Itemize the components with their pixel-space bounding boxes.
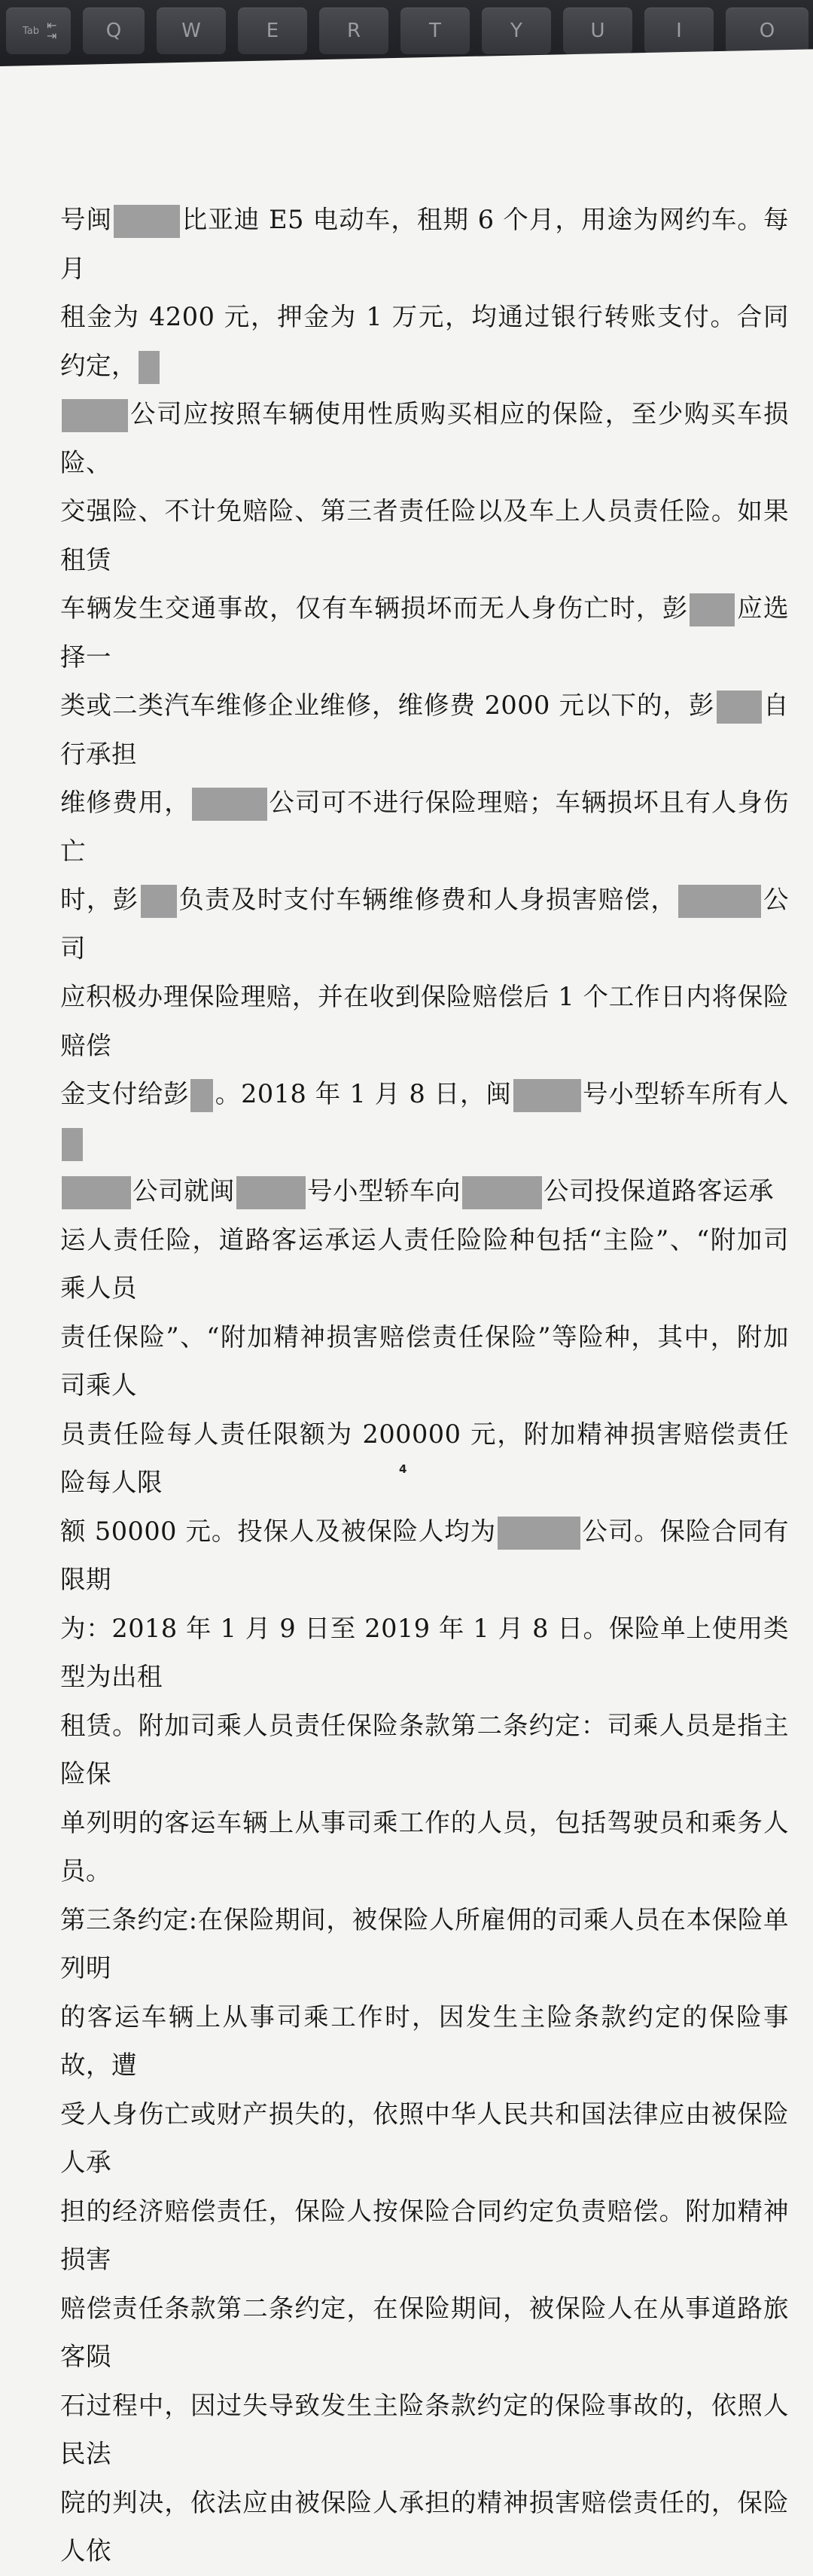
text-line xyxy=(60,196,789,293)
text-segment: 公司。保险合同有限期 xyxy=(60,1516,789,1594)
text-segment: 类或二类汽车维修企业维修，维修费 2000 元以下的，彭 xyxy=(60,690,715,720)
text-segment: 为：2018 年 1 月 9 日至 2019 年 1 月 8 日。保险单上使用类型为出租 xyxy=(60,1613,789,1691)
redaction-block xyxy=(236,1176,306,1209)
key-e xyxy=(238,8,307,54)
redaction-block xyxy=(690,593,735,626)
text-line xyxy=(60,487,789,584)
key-o xyxy=(726,8,808,54)
tab-key xyxy=(6,8,71,54)
key-o-label: O xyxy=(759,20,775,42)
text-line xyxy=(60,681,789,779)
key-y-label: Y xyxy=(510,20,522,42)
text-segment: 担的经济赔偿责任，保险人按保险合同约定负责赔偿。附加精神损害 xyxy=(60,2196,789,2274)
redaction-block xyxy=(141,885,177,918)
key-i xyxy=(644,8,714,54)
page-number: 4 xyxy=(399,1462,407,1476)
text-line xyxy=(60,1167,789,1216)
key-q xyxy=(83,8,145,54)
text-segment: 金支付给彭 xyxy=(60,1079,190,1108)
text-line xyxy=(60,2479,789,2576)
text-segment: 额 50000 元。投保人及被保险人均为 xyxy=(60,1516,496,1546)
text-segment: 的客运车辆上从事司乘工作时，因发生主险条款约定的保险事故，遭 xyxy=(60,2001,789,2080)
key-i-label: I xyxy=(676,20,682,42)
text-line xyxy=(60,1896,789,1993)
text-line xyxy=(60,584,789,681)
text-segment: 租赁。附加司乘人员责任保险条款第二条约定：司乘人员是指主险保 xyxy=(60,1710,789,1788)
text-line xyxy=(60,2382,789,2479)
text-segment: 单列明的客运车辆上从事司乘工作的人员，包括驾驶员和乘务人员。 xyxy=(60,1807,789,1886)
text-line xyxy=(60,876,789,973)
text-segment: 。2018 年 1 月 8 日，闽 xyxy=(215,1079,512,1108)
text-segment: 公司投保道路客运承 xyxy=(544,1176,774,1206)
text-segment: 公司应按照车辆使用性质购买相应的保险，至少购买车损险、 xyxy=(60,399,789,477)
redaction-block xyxy=(62,1128,83,1161)
text-segment: 应积极办理保险理赔，并在收到保险赔偿后 1 个工作日内将保险赔偿 xyxy=(60,982,789,1060)
text-segment: 交强险、不计免赔险、第三者责任险以及车上人员责任险。如果租赁 xyxy=(60,496,789,575)
text-line xyxy=(60,1216,789,1313)
text-segment: 受人身伤亡或财产损失的，依照中华人民共和国法律应由被保险人承 xyxy=(60,2099,789,2177)
key-u xyxy=(563,8,632,54)
text-segment: 号闽 xyxy=(60,205,113,234)
redaction-block xyxy=(190,1079,213,1112)
text-line xyxy=(60,1313,789,1410)
key-e-label: E xyxy=(266,20,279,42)
text-segment: 第三条约定:在保险期间，被保险人所雇佣的司乘人员在本保险单列明 xyxy=(60,1904,789,1983)
text-segment: 员责任险每人责任限额为 200000 元，附加精神损害赔偿责任险每人限 xyxy=(60,1419,789,1497)
text-line xyxy=(60,1993,789,2090)
key-y xyxy=(482,8,551,54)
text-line xyxy=(60,1070,789,1167)
key-w xyxy=(157,8,226,54)
text-line xyxy=(60,2187,789,2285)
key-t-label: T xyxy=(429,20,441,42)
key-q-label: Q xyxy=(105,20,122,42)
redaction-block xyxy=(513,1079,581,1112)
text-line xyxy=(60,1605,789,1702)
text-line xyxy=(60,973,789,1070)
text-segment: 车辆发生交通事故，仅有车辆损坏而无人身伤亡时，彭 xyxy=(60,593,689,623)
document-body xyxy=(60,196,789,2576)
document-page xyxy=(0,83,813,2565)
redaction-block xyxy=(717,690,762,724)
key-t xyxy=(400,8,470,54)
text-segment: 比亚迪 E5 电动车，租期 6 个月，用途为网约车。每月 xyxy=(60,205,789,283)
redaction-block xyxy=(462,1176,542,1209)
text-segment: 号小型轿车向 xyxy=(307,1176,461,1206)
text-line xyxy=(60,390,789,487)
text-segment: 公司就闽 xyxy=(132,1176,235,1206)
text-segment: 院的判决，依法应由被保险人承担的精神损害赔偿责任的，保险人依 xyxy=(60,2487,789,2565)
redaction-block xyxy=(678,885,761,918)
redaction-block xyxy=(62,1176,131,1209)
redaction-block xyxy=(498,1517,580,1550)
text-segment: 时，彭 xyxy=(60,885,139,914)
key-r xyxy=(319,8,388,54)
text-line xyxy=(60,293,789,390)
text-segment: 石过程中，因过失导致发生主险条款约定的保险事故的，依照人民法 xyxy=(60,2390,789,2468)
text-segment: 号小型轿车所有人 xyxy=(582,1079,790,1108)
redaction-block xyxy=(192,788,267,821)
text-segment: 自行承担 xyxy=(60,690,789,769)
text-segment: 赔偿责任条款第二条约定，在保险期间，被保险人在从事道路旅客陨 xyxy=(60,2293,789,2371)
text-line xyxy=(60,2090,789,2187)
text-line xyxy=(60,1799,789,1896)
redaction-block xyxy=(139,351,160,384)
text-segment: 责任保险”、“附加精神损害赔偿责任保险”等险种，其中，附加司乘人 xyxy=(60,1322,789,1400)
redaction-block xyxy=(62,399,128,432)
text-segment: 维修费用， xyxy=(60,788,190,817)
key-w-label: W xyxy=(181,20,201,42)
text-line xyxy=(60,1507,789,1605)
tab-key-label: Tab xyxy=(23,25,40,37)
redaction-block xyxy=(114,205,180,238)
text-line xyxy=(60,1410,789,1507)
key-u-label: U xyxy=(590,20,605,42)
text-segment: 运人责任险，道路客运承运人责任险险种包括“主险”、“附加司乘人员 xyxy=(60,1224,789,1303)
text-segment: 公司可不进行保险理赔；车辆损坏且有人身伤亡 xyxy=(60,788,790,866)
text-segment: 应选择一 xyxy=(60,593,790,672)
text-line xyxy=(60,2285,789,2382)
text-line xyxy=(60,779,789,876)
tab-arrows-icon: ⇤ ⇥ xyxy=(47,18,57,43)
text-segment: 公司 xyxy=(60,885,790,963)
text-line xyxy=(60,1702,789,1799)
key-r-label: R xyxy=(346,20,361,42)
text-segment: 负责及时支付车辆维修费和人身损害赔偿， xyxy=(178,885,678,914)
text-segment: 租金为 4200 元，押金为 1 万元，均通过银行转账支付。合同约定， xyxy=(60,302,789,380)
